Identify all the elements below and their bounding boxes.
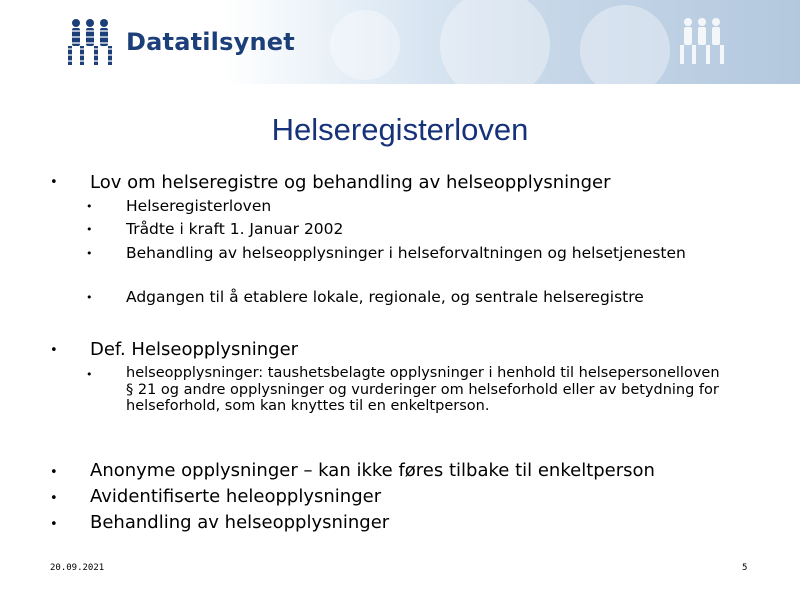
bullet: • — [86, 200, 93, 213]
list-item: Anonyme opplysninger – kan ikke føres tilbake til enkeltperson — [90, 460, 655, 481]
list-item: Behandling av helseopplysninger — [90, 512, 390, 533]
bullet: • — [50, 491, 58, 506]
people-banner-icon — [672, 16, 732, 70]
sub-list-item: helseopplysninger: taushetsbelagte opplysninger i henhold til helsepersonelloven § 21 og andre opplysninger og vurderinger om helseforhold eller av betydning for helseforhold, som kan knyttes til en enkeltperson. — [126, 365, 720, 415]
list-item: Lov om helseregistre og behandling av helseopplysninger — [90, 172, 611, 193]
bullet: • — [86, 291, 93, 304]
datatilsynet-logo — [58, 14, 295, 70]
bullet: • — [86, 247, 93, 260]
sub-list-item: Trådte i kraft 1. Januar 2002 — [126, 220, 344, 238]
bullet: • — [50, 517, 58, 532]
bullet: • — [86, 223, 93, 236]
page-number: 5 — [742, 563, 748, 573]
footer-date: 20.09.2021 — [50, 563, 105, 573]
bullet: • — [50, 343, 58, 358]
list-item: Avidentifiserte heleopplysninger — [90, 486, 382, 507]
sub-list-item: Helseregisterloven — [126, 197, 272, 215]
people-logo-icon — [58, 17, 122, 67]
bullet: • — [50, 465, 58, 480]
banner-figure-decoration — [580, 5, 670, 84]
logo-text: Datatilsynet — [126, 28, 295, 56]
header-banner — [0, 0, 800, 84]
sub-list-item: Behandling av helseopplysninger i helseforvaltningen og helsetjenesten — [126, 244, 686, 262]
bullet: • — [86, 368, 93, 381]
sub-list-item: Adgangen til å etablere lokale, regionale, og sentrale helseregistre — [126, 288, 644, 306]
slide-title: Helseregisterloven — [271, 112, 529, 147]
list-item: Def. Helseopplysninger — [90, 339, 299, 360]
banner-figure-decoration — [330, 10, 400, 80]
bullet: • — [50, 175, 58, 190]
banner-figure-decoration — [440, 0, 550, 84]
